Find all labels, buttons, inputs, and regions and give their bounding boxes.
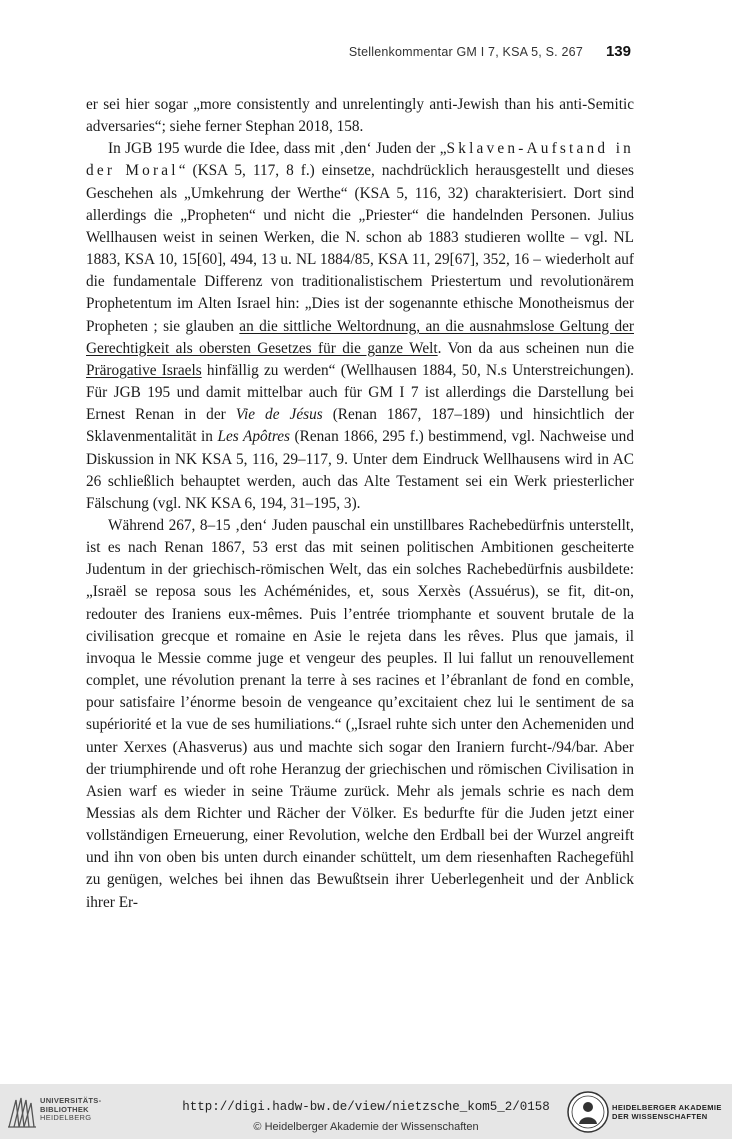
- underlined-quote-weltordnung: an die sittliche Weltordnung, an die ausnahmslose Geltung der Gerechtigkeit als obersten Gesetzes für die ganze Welt: [86, 317, 634, 357]
- paragraph-3-text: Während 267, 8–15 ‚den‘ Juden pauschal ein unstillbares Rachebedürfnis unterstellt, ist es nach Renan 1867, 53 erst das mit seinen politischen Ambitionen gescheiterte Judentum in der griechisch-römischen Welt, das ein solches Rachebedürfnis ausbildete: „Israël se reposa sous les Achéménides, et, sous Xerxès (Assuérus), se fit, dit-on, redouter des Iraniens eux-mêmes. Puis l’entrée triomphante et souvent brutale de la civilisation grecque et romaine en Asie le rejeta dans les rêves. Plus que jamais, il invoqua le Messie comme juge et vengeur des peuples. Il lui fallut un renouvellement complet, une révolution prenant la terre à ses racines et l’ébranlant de fond en comble, pour satisfaire l’énorme besoin de vengeance qu’excitaient chez lui le sentiment de sa supériorité et la vue de ses humiliations.“ („Israel ruhte sich unter den Achemeniden und unter Xerxes (Ahasverus) aus und machte sich sogar den Iraniern furcht-/94/bar. Aber der triumphirende und oft rohe Heranzug der griechischen und römischen Civilisation in Asien warf es wieder in seine Träume zurück. Mehr als jemals schrie es nach dem Messias als dem Richter und Rächer der Völker. Es bedurfte für die Juden jetzt einer vollständigen Erneuerung, einer Revolution, welche den Erdball bei der Wurzel angreift und ihn von oben bis unten durch einander schüttelt, um dem riesenhaften Rachegefühl zu genügen, welches bei ihnen das Bewußtsein ihrer Ueberlegenheit und der Anblick ihrer Er-: [86, 516, 634, 911]
- library-name-line-2: BIBLIOTHEK: [40, 1104, 89, 1114]
- library-name-line-1: UNIVERSITÄTS-: [40, 1096, 102, 1105]
- paragraph-3: [86, 515, 634, 914]
- spaced-emphasis-sklaven-aufstand: Sklaven-Aufstand in der Moral: [86, 140, 634, 180]
- running-title: Stellenkommentar GM I 7, KSA 5, S. 267: [348, 45, 583, 59]
- academy-name: [612, 1103, 722, 1121]
- page-number: 139: [605, 43, 631, 60]
- paragraph-2-text-a: In JGB 195 wurde die Idee, dass mit ‚den‘ Juden der „: [108, 140, 447, 158]
- paragraph-2-text-e: . Von da aus scheinen nun die: [437, 339, 634, 357]
- title-vie-de-jesus: Vie de Jésus: [235, 406, 323, 424]
- paragraph-2-text-c: “ (KSA 5, 117, 8 f.) einsetze, nachdrücklich herausgestellt und dieses Geschehen als „Umkehrung der Werthe“ (KSA 5, 116, 32) charakterisiert. Dort sind allerdings die „Propheten“ und nicht die „Priester“ die handelnden Personen. Julius Wellhausen weist in seinen Werken, die N. schon ab 1883 studieren wollte – vgl. NL 1883, KSA 10, 15[60], 494, 13 u. NL 1884/85, KSA 11, 29[67], 352, 16 – wiederholt auf die fundamentale Differenz von traditionalistischem Priestertum und revolutionärem Prophetentum im Alten Israel hin: „Dies ist der sogenannte ethische Monotheismus der Propheten ; sie glauben: [86, 162, 634, 335]
- paragraph-2-text-g: hinfällig zu werden“ (Wellhausen 1884, 50, N.s Unterstreichungen). Für JGB 195 und damit mittelbar auch für GM I 7 ist allerdings die Darstellung bei Ernest Renan in der: [86, 361, 634, 424]
- source-url-link[interactable]: http://digi.hadw-bw.de/view/nietzsche_kom5_2/0158: [182, 1100, 550, 1114]
- main-text: [86, 94, 634, 914]
- underlined-quote-praerogative: Prärogative Israels: [86, 361, 202, 379]
- paragraph-2-text-i: (Renan 1867, 187–189) und hinsichtlich der Sklavenmentalität in: [86, 406, 634, 446]
- paragraph-1: [86, 94, 634, 138]
- page-header: [0, 40, 732, 64]
- academy-seal-icon: [566, 1090, 610, 1134]
- paragraph-2-text-k: (Renan 1866, 295 f.) bestimmend, vgl. Nachweise und Diskussion in NK KSA 5, 116, 29–117, 9. Unter dem Eindruck Wellhausens wird in AC 26 schließlich behauptet werden, auch das Alte Testament sei ein Werk priesterlicher Fälschung (vgl. NK KSA 6, 194, 31–195, 3).: [86, 428, 634, 512]
- paragraph-2: [86, 138, 634, 515]
- paragraph-1-text: er sei hier sogar „more consistently and unrelentingly anti-Jewish than his anti-Semitic adversaries“; siehe ferner Stephan 2018, 158.: [86, 96, 634, 136]
- academy-name-line-1: HEIDELBERGER AKADEMIE: [612, 1103, 722, 1112]
- academy-name-line-2: DER WISSENSCHAFTEN: [612, 1112, 708, 1121]
- footer-bar: [0, 1084, 732, 1139]
- title-les-apotres: Les Apôtres: [217, 428, 290, 446]
- library-name-line-3: HEIDELBERG: [40, 1113, 92, 1122]
- copyright-notice: © Heidelberger Akademie der Wissenschaften: [253, 1121, 479, 1133]
